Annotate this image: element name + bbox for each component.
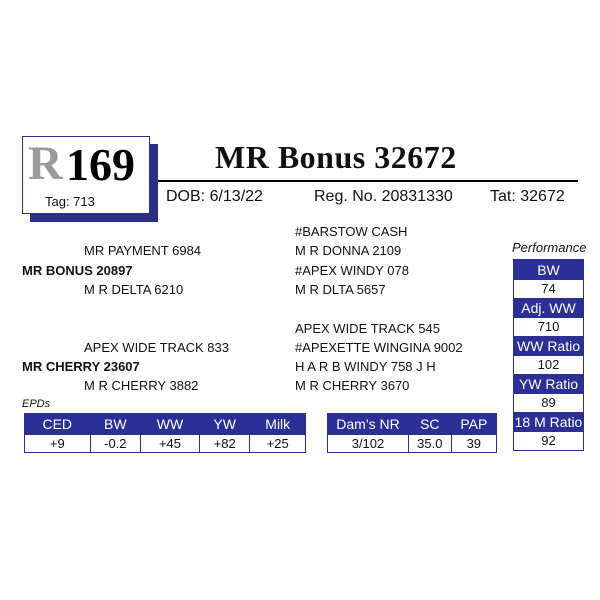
pedigree-ds: APEX WIDE TRACK 833 — [84, 340, 229, 355]
pedigree-sd: M R DELTA 6210 — [84, 282, 184, 297]
pedigree-ss: MR PAYMENT 6984 — [84, 243, 202, 258]
epd-header-ww: WW — [141, 414, 200, 435]
pedigree-sss: #BARSTOW CASH — [295, 224, 408, 239]
title-divider — [158, 180, 578, 182]
sc-value: 35.0 — [409, 435, 452, 453]
animal-name: MR Bonus 32672 — [215, 139, 457, 175]
perf-bw-value: 74 — [514, 280, 583, 298]
perf-adjww-label: Adj. WW — [514, 298, 583, 318]
epd-value-ced: +9 — [25, 435, 91, 453]
perf-wwratio-value: 102 — [514, 356, 583, 374]
epd-header-milk: Milk — [250, 414, 306, 435]
perf-wwratio-label: WW Ratio — [514, 336, 583, 356]
tag-label: Tag: 713 — [45, 194, 95, 209]
perf-ywratio-value: 89 — [514, 394, 583, 412]
pedigree-dss: APEX WIDE TRACK 545 — [295, 321, 440, 336]
perf-adjww-value: 710 — [514, 318, 583, 336]
performance-panel — [513, 259, 584, 451]
dam-stats-table — [327, 413, 497, 453]
perf-ywratio-label: YW Ratio — [514, 374, 583, 394]
pedigree-ddd: M R CHERRY 3670 — [295, 378, 410, 393]
dob-label: DOB: 6/13/22 — [166, 188, 263, 205]
pedigree-sdd: M R DLTA 5657 — [295, 282, 386, 297]
performance-title: Performance — [512, 240, 587, 255]
pedigree-dds: H A R B WINDY 758 J H — [295, 359, 436, 374]
perf-18mratio-value: 92 — [514, 432, 583, 450]
lot-number: 169 — [66, 139, 135, 190]
pedigree-sds: #APEX WINDY 078 — [295, 263, 409, 278]
epd-value-ww: +45 — [141, 435, 200, 453]
perf-bw-label: BW — [514, 260, 583, 280]
pedigree-ssd: M R DONNA 2109 — [295, 243, 402, 258]
pedigree-dsd: #APEXETTE WINGINA 9002 — [295, 340, 463, 355]
reg-number: Reg. No. 20831330 — [314, 188, 453, 205]
perf-18mratio-label: 18 M Ratio — [514, 414, 583, 430]
epd-header-ced: CED — [25, 414, 91, 435]
ranch-logo: R — [28, 137, 63, 190]
tattoo-label: Tat: 32672 — [490, 188, 565, 205]
epd-value-yw: +82 — [199, 435, 250, 453]
epd-value-bw: -0.2 — [90, 435, 141, 453]
sc-header: SC — [409, 414, 452, 435]
epd-value-milk: +25 — [250, 435, 306, 453]
dam-nr-header: Dam’s NR — [328, 414, 409, 435]
pedigree-dam: MR CHERRY 23607 — [22, 359, 140, 374]
epd-table — [24, 413, 306, 453]
pedigree-dd: M R CHERRY 3882 — [84, 378, 199, 393]
dam-nr-value: 3/102 — [328, 435, 409, 453]
epd-header-bw: BW — [90, 414, 141, 435]
epd-header-yw: YW — [199, 414, 250, 435]
pap-value: 39 — [451, 435, 496, 453]
epds-title: EPDs — [22, 398, 51, 410]
pap-header: PAP — [451, 414, 496, 435]
pedigree-sire: MR BONUS 20897 — [22, 263, 133, 278]
